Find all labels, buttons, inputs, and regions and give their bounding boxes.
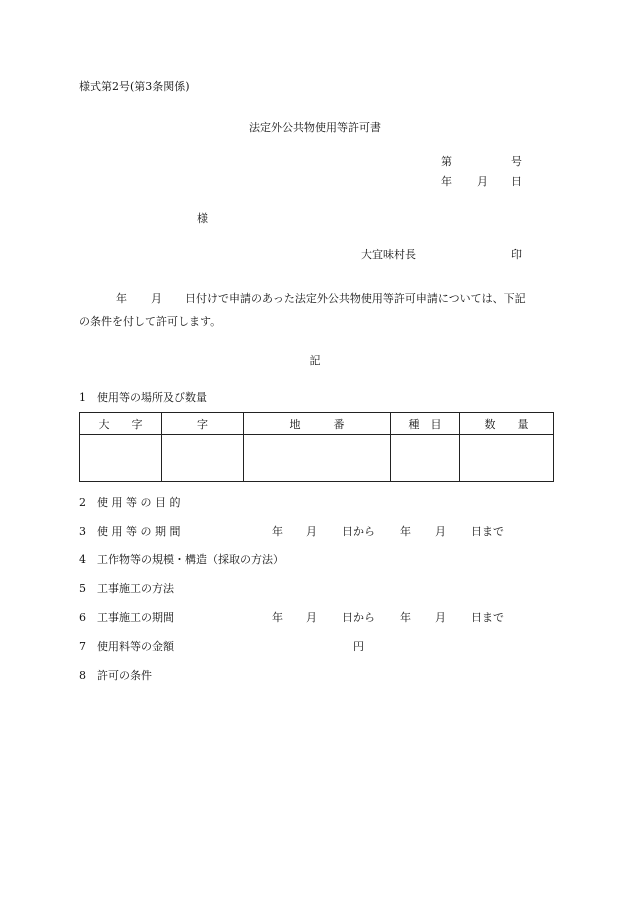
construction-to: 日まで [471, 611, 504, 624]
item-2-purpose: 2 使 用 等 の 目 的 [79, 496, 181, 509]
table-cell[interactable] [391, 435, 460, 482]
table-cell[interactable] [244, 435, 391, 482]
issue-number-suffix: 号 [511, 155, 522, 168]
section1-label: 1 使用等の場所及び数量 [79, 391, 207, 404]
period-year: 年 [272, 525, 283, 538]
item-6-construction-period: 6 工事施工の期間 [79, 611, 174, 624]
issuer-name: 大宜味村長 [361, 248, 416, 261]
issuer-seal: 印 [511, 248, 522, 261]
col-header-oaza: 大 字 [80, 413, 162, 435]
item-3-period: 3 使 用 等 の 期 間 [79, 525, 181, 538]
period-month: 月 [306, 525, 317, 538]
body-month: 月 [151, 292, 162, 305]
body-year: 年 [116, 292, 127, 305]
issue-date-day: 日 [511, 175, 522, 188]
col-header-suryo: 数 量 [460, 413, 554, 435]
issue-date-month: 月 [477, 175, 488, 188]
issue-date-year: 年 [441, 175, 452, 188]
document-title: 法定外公共物使用等許可書 [249, 121, 381, 134]
table-cell[interactable] [460, 435, 554, 482]
period-to: 日まで [471, 525, 504, 538]
fee-unit: 円 [353, 640, 364, 653]
period-to-month: 月 [435, 525, 446, 538]
item-5-method: 5 工事施工の方法 [79, 582, 174, 595]
period-from: 日から [342, 525, 375, 538]
period-to-year: 年 [400, 525, 411, 538]
location-quantity-table [79, 412, 554, 482]
note-heading: 記 [309, 354, 321, 367]
col-header-aza: 字 [162, 413, 244, 435]
col-header-chiban: 地 番 [244, 413, 391, 435]
construction-from: 日から [342, 611, 375, 624]
body-line1-text: 日付けで申請のあった法定外公共物使用等許可申請については、下記 [185, 292, 526, 305]
construction-to-year: 年 [400, 611, 411, 624]
recipient-suffix: 様 [197, 212, 208, 225]
body-line2-text: の条件を付して許可します。 [79, 315, 222, 328]
table-row [80, 435, 554, 482]
construction-to-month: 月 [435, 611, 446, 624]
col-header-shumoku: 種 目 [391, 413, 460, 435]
item-7-fee: 7 使用料等の金額 [79, 640, 174, 653]
construction-month: 月 [306, 611, 317, 624]
table-cell[interactable] [80, 435, 162, 482]
form-number: 様式第2号(第3条関係) [79, 80, 190, 93]
issue-number-prefix: 第 [441, 155, 452, 168]
table-cell[interactable] [162, 435, 244, 482]
table-header-row [80, 413, 554, 435]
item-8-conditions: 8 許可の条件 [79, 669, 152, 682]
construction-year: 年 [272, 611, 283, 624]
item-4-structure: 4 工作物等の規模・構造（採取の方法） [79, 553, 284, 566]
